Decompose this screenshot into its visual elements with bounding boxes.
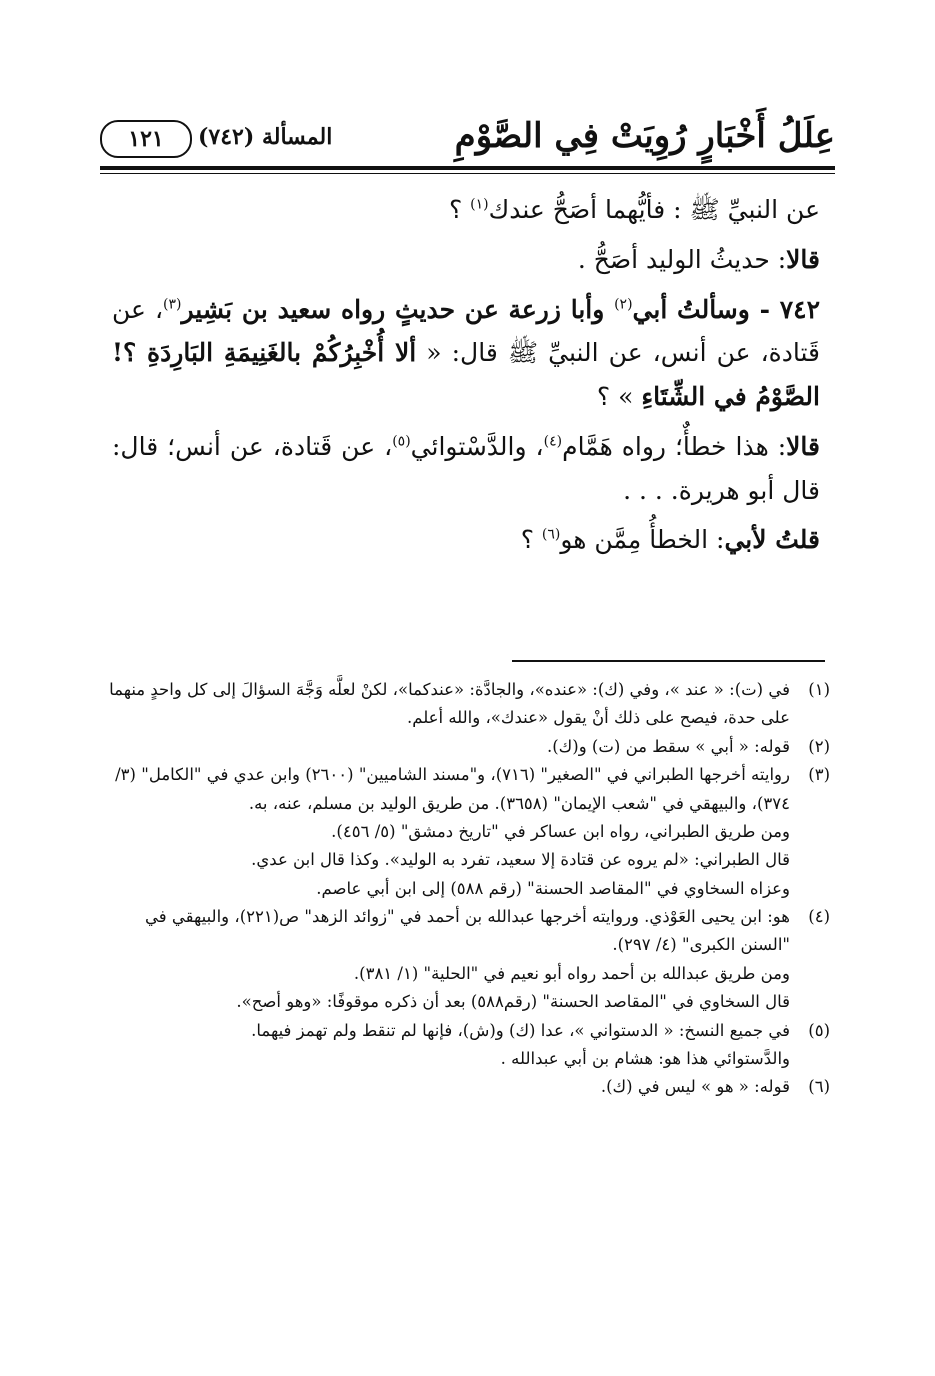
footnote <box>108 676 830 733</box>
footnote-number: (٤) <box>808 907 830 926</box>
footnote-line: وعزاه السخاوي في "المقاصد الحسنة" (رقم ٥٨٨) إلى ابن أبي عاصم. <box>316 878 790 898</box>
footnote-number: (٦) <box>808 1077 830 1097</box>
footnote-line: قال الطبراني: «لم يروه عن قتادة إلا سعيد، تفرد به الوليد». وكذا قال ابن عدي. <box>251 850 790 870</box>
paragraph-1 <box>112 188 820 232</box>
footnote-ref-3: (٣) <box>163 296 182 313</box>
p3-text-c: » ؟ <box>596 382 642 411</box>
footnote-line: قوله: « هو » ليس في (ك). <box>600 1077 790 1097</box>
paragraph-2 <box>112 238 820 282</box>
footnote-line: قال السخاوي في "المقاصد الحسنة" (رقم٥٨٨) بعد أن ذكره موقوفًا: «وهو أصح». <box>236 992 790 1012</box>
footnote <box>108 1017 830 1074</box>
p2-label: قالا <box>786 244 820 274</box>
hadith-quote: ألا أُخْبِرُكُمْ بالغَنِيمَةِ البَارِدَةِ ؟! الصَّوْمُ في الشِّتَاءِ <box>112 338 820 411</box>
footnote-ref-4: (٤) <box>543 433 563 450</box>
footnote <box>108 903 830 1017</box>
p3-text-b: ، عن قَتادة، عن أنس، عن النبيِّ ﷺ قال: « <box>112 294 820 368</box>
footnote-line: هو: ابن يحيى العَوْذي. وروايته أخرجها عبدالله بن أحمد في "زوائد الزهد" ص(٢٢١)، والبيهقي في "السنن الكبرى" (٤/ ٢٩٧). <box>145 907 790 955</box>
p5-text: : الخطأُ مِمَّن هو <box>560 525 725 555</box>
footnote-ref-5: (٥) <box>392 433 411 450</box>
footnote-line: والدَّستوائي هذا هو: هشام بن أبي عبدالله . <box>500 1048 790 1068</box>
footnote-line: في جميع النسخ: « الدستواني »، عدا (ك) و(ش)، فإنها لم تنقط ولم تهمز فيهما. <box>251 1020 790 1040</box>
footnote-ref-2: (٢) <box>614 296 633 313</box>
footnote-body <box>108 733 790 761</box>
page-number: ١٢١ <box>100 120 192 158</box>
paragraph-3 <box>112 288 820 419</box>
footnote-line: ومن طريق الطبراني، رواه ابن عساكر في "تاريخ دمشق" (٥/ ٤٥٦). <box>331 821 790 841</box>
p3-text-a: وأبا زرعة عن حديثٍ رواه سعيد بن بَشِير <box>181 294 615 324</box>
footnote-line: ومن طريق عبدالله بن أحمد رواه أبو نعيم في "الحلية" (١/ ٣٨١). <box>353 963 790 983</box>
footnote-ref-6: (٦) <box>541 526 561 543</box>
p2-text: : حديثُ الوليد أصَحُّ . <box>577 244 787 274</box>
footnote <box>108 761 830 903</box>
header-rule-thin <box>100 173 835 174</box>
p4-text-c: ، عن قَتادة، عن أنس؛ قال: قال أبو هريرة. . . . <box>112 431 820 505</box>
footnote-body <box>108 1017 790 1074</box>
p1-end: ؟ <box>448 195 471 224</box>
footnote-line: قوله: « أبي » سقط من (ت) و(ك). <box>546 736 790 756</box>
footnote <box>108 733 830 761</box>
footnote-separator <box>512 660 825 662</box>
p4-label: قالا <box>786 431 820 461</box>
footnote-ref-1: (١) <box>470 196 489 213</box>
footnote-number: (٥) <box>808 1020 830 1040</box>
footnotes <box>108 676 830 1102</box>
header-rule-thick <box>100 166 835 170</box>
main-text <box>112 188 820 568</box>
footnote-body <box>108 676 790 733</box>
p5-label: قلتُ لأبي <box>724 525 820 555</box>
footnote-body <box>108 761 790 903</box>
footnote <box>108 1073 830 1101</box>
p5-end: ؟ <box>520 525 542 555</box>
footnote-line: في (ت): « عند »، وفي (ك): «عنده»، والجادَّة: «عندكما»، لكنْ لعلَّه وَجَّهَ السؤالَ إلى كل واحدٍ منهما على حدة، فيصح على ذلك أنْ يقول «عندك»، والله أعلم. <box>109 680 790 728</box>
p1-text: عن النبيِّ ﷺ : فأيُّهما أصَحُّ عندك <box>488 195 820 224</box>
footnote-number: (٢) <box>808 736 830 756</box>
p4-text-b: ، والدَّسْتوائي <box>410 431 544 461</box>
p4-text-a: : هذا خطأٌ؛ رواه هَمَّام <box>562 431 787 461</box>
footnote-body <box>108 903 790 1017</box>
paragraph-5 <box>112 518 820 562</box>
p3-number: ٧٤٢ - وسألتُ أبي <box>632 294 821 324</box>
question-number: المسألة (٧٤٢) <box>198 124 333 150</box>
paragraph-4 <box>112 425 820 513</box>
footnote-body <box>108 1073 790 1101</box>
footnote-number: (٣) <box>808 765 830 785</box>
footnote-number: (١) <box>808 680 830 699</box>
book-title: عِلَلُ أَخْبَارٍ رُوِيَتْ فِي الصَّوْمِ <box>454 116 835 156</box>
footnote-line: روايته أخرجها الطبراني في "الصغير" (٧١٦)، و"مسند الشاميين" (٢٦٠٠) وابن عدي في "الكامل" (٣/ ٣٧٤)، والبيهقي في "شعب الإيمان" (٣٦٥٨). من طريق الوليد بن مسلم، عنه، به. <box>115 765 790 813</box>
running-header <box>100 112 835 164</box>
